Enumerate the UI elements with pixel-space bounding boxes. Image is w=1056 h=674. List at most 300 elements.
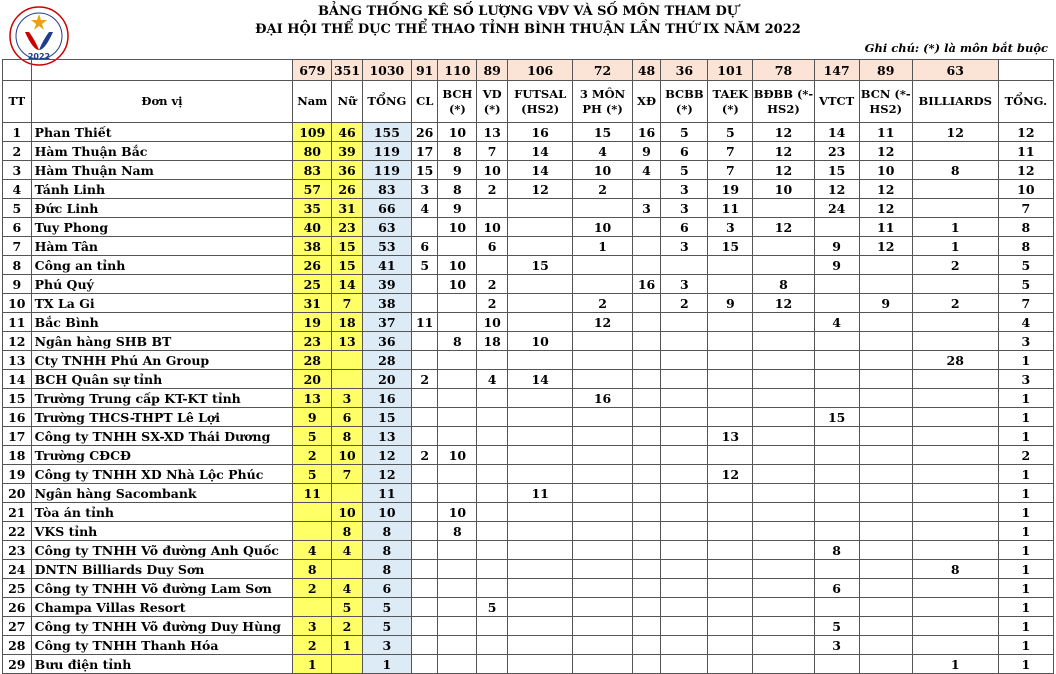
value-cell <box>477 427 508 446</box>
value-cell <box>859 503 912 522</box>
value-cell <box>438 617 477 636</box>
table-row <box>3 370 1054 389</box>
value-cell <box>859 408 912 427</box>
row-index: 19 <box>3 465 32 484</box>
value-cell <box>708 256 753 275</box>
value-cell: 10 <box>998 180 1053 199</box>
value-cell: 2 <box>293 446 332 465</box>
value-cell: 8 <box>332 427 363 446</box>
value-cell: 12 <box>998 123 1053 142</box>
value-cell: 57 <box>293 180 332 199</box>
value-cell: 1 <box>998 408 1053 427</box>
value-cell <box>753 389 814 408</box>
value-cell <box>477 522 508 541</box>
value-cell: 39 <box>332 142 363 161</box>
value-cell <box>573 503 632 522</box>
value-cell: 7 <box>332 465 363 484</box>
value-cell: 26 <box>411 123 438 142</box>
unit-name: Công ty TNHH XD Nhà Lộc Phúc <box>31 465 293 484</box>
value-cell: 38 <box>362 294 411 313</box>
value-cell <box>411 522 438 541</box>
row-index: 3 <box>3 161 32 180</box>
total-cell: 1030 <box>362 60 411 81</box>
value-cell: 4 <box>332 579 363 598</box>
value-cell <box>632 389 661 408</box>
value-cell <box>573 617 632 636</box>
value-cell <box>632 294 661 313</box>
total-cell: 89 <box>859 60 912 81</box>
value-cell: 23 <box>293 332 332 351</box>
value-cell: 3 <box>661 275 708 294</box>
value-cell <box>708 313 753 332</box>
row-index: 4 <box>3 180 32 199</box>
value-cell: 83 <box>362 180 411 199</box>
total-cell: 679 <box>293 60 332 81</box>
value-cell: 2 <box>477 294 508 313</box>
table-row <box>3 218 1054 237</box>
row-index: 28 <box>3 636 32 655</box>
value-cell: 16 <box>573 389 632 408</box>
column-header: CL <box>411 81 438 123</box>
value-cell <box>859 370 912 389</box>
value-cell: 5 <box>998 256 1053 275</box>
row-index: 10 <box>3 294 32 313</box>
unit-name: DNTN Billiards Duy Sơn <box>31 560 293 579</box>
row-index: 29 <box>3 655 32 674</box>
unit-name: BCH Quân sự tỉnh <box>31 370 293 389</box>
value-cell: 14 <box>814 123 859 142</box>
value-cell: 119 <box>362 161 411 180</box>
value-cell: 10 <box>438 446 477 465</box>
value-cell: 1 <box>293 655 332 674</box>
value-cell <box>859 446 912 465</box>
value-cell: 4 <box>332 541 363 560</box>
value-cell <box>814 484 859 503</box>
total-cell: 89 <box>477 60 508 81</box>
value-cell <box>859 541 912 560</box>
row-index: 12 <box>3 332 32 351</box>
value-cell <box>507 408 572 427</box>
value-cell: 15 <box>573 123 632 142</box>
value-cell <box>661 617 708 636</box>
value-cell: 26 <box>332 180 363 199</box>
unit-name: Phan Thiết <box>31 123 293 142</box>
value-cell <box>573 408 632 427</box>
value-cell <box>573 275 632 294</box>
table-row <box>3 351 1054 370</box>
value-cell <box>477 636 508 655</box>
value-cell: 5 <box>661 123 708 142</box>
value-cell <box>661 579 708 598</box>
value-cell: 16 <box>632 123 661 142</box>
value-cell <box>708 408 753 427</box>
unit-name: Công an tỉnh <box>31 256 293 275</box>
column-header: FUTSAL (HS2) <box>507 81 572 123</box>
value-cell <box>477 256 508 275</box>
value-cell: 3 <box>708 218 753 237</box>
value-cell <box>753 351 814 370</box>
value-cell: 8 <box>814 541 859 560</box>
value-cell <box>632 256 661 275</box>
value-cell <box>477 503 508 522</box>
value-cell: 3 <box>814 636 859 655</box>
value-cell <box>912 598 998 617</box>
value-cell <box>411 617 438 636</box>
value-cell <box>438 351 477 370</box>
value-cell <box>708 617 753 636</box>
value-cell <box>507 579 572 598</box>
value-cell <box>632 465 661 484</box>
value-cell <box>708 560 753 579</box>
table-row <box>3 332 1054 351</box>
value-cell <box>912 465 998 484</box>
row-index: 14 <box>3 370 32 389</box>
value-cell <box>438 560 477 579</box>
value-cell: 1 <box>998 427 1053 446</box>
value-cell <box>477 579 508 598</box>
value-cell: 12 <box>912 123 998 142</box>
value-cell <box>912 446 998 465</box>
value-cell: 5 <box>477 598 508 617</box>
value-cell <box>632 560 661 579</box>
value-cell <box>661 446 708 465</box>
table-row <box>3 484 1054 503</box>
table-row <box>3 256 1054 275</box>
value-cell: 1 <box>998 617 1053 636</box>
value-cell <box>438 427 477 446</box>
value-cell <box>632 332 661 351</box>
empty-cell <box>31 60 293 81</box>
value-cell: 10 <box>332 503 363 522</box>
value-cell: 10 <box>859 161 912 180</box>
value-cell <box>753 503 814 522</box>
value-cell <box>507 313 572 332</box>
value-cell <box>661 560 708 579</box>
value-cell: 11 <box>507 484 572 503</box>
value-cell <box>753 313 814 332</box>
table-row <box>3 313 1054 332</box>
value-cell <box>912 503 998 522</box>
unit-name: Hàm Tân <box>31 237 293 256</box>
value-cell: 19 <box>708 180 753 199</box>
value-cell <box>332 560 363 579</box>
column-header: BILLIARDS <box>912 81 998 123</box>
value-cell: 6 <box>661 142 708 161</box>
value-cell <box>708 636 753 655</box>
unit-name: TX La Gi <box>31 294 293 313</box>
value-cell <box>753 617 814 636</box>
value-cell: 15 <box>708 237 753 256</box>
value-cell <box>753 598 814 617</box>
unit-name: Đức Linh <box>31 199 293 218</box>
value-cell <box>859 351 912 370</box>
value-cell <box>753 237 814 256</box>
table-row <box>3 636 1054 655</box>
value-cell <box>632 370 661 389</box>
value-cell <box>573 579 632 598</box>
value-cell: 12 <box>998 161 1053 180</box>
value-cell <box>912 408 998 427</box>
value-cell: 2 <box>573 180 632 199</box>
value-cell <box>507 503 572 522</box>
value-cell <box>912 199 998 218</box>
row-index: 26 <box>3 598 32 617</box>
value-cell <box>507 446 572 465</box>
total-cell: 48 <box>632 60 661 81</box>
value-cell <box>507 522 572 541</box>
value-cell <box>814 332 859 351</box>
value-cell <box>859 427 912 446</box>
value-cell <box>507 617 572 636</box>
value-cell: 28 <box>362 351 411 370</box>
value-cell: 31 <box>293 294 332 313</box>
table-row <box>3 161 1054 180</box>
value-cell: 1 <box>998 636 1053 655</box>
value-cell: 3 <box>411 180 438 199</box>
value-cell <box>859 560 912 579</box>
unit-name: Trường THCS-THPT Lê Lợi <box>31 408 293 427</box>
unit-name: Trường CĐCĐ <box>31 446 293 465</box>
value-cell: 7 <box>998 199 1053 218</box>
value-cell <box>411 465 438 484</box>
value-cell: 9 <box>814 256 859 275</box>
table-row <box>3 180 1054 199</box>
table-row <box>3 522 1054 541</box>
value-cell: 7 <box>708 142 753 161</box>
value-cell <box>859 256 912 275</box>
column-header: TỔNG <box>362 81 411 123</box>
value-cell <box>632 617 661 636</box>
value-cell: 12 <box>573 313 632 332</box>
value-cell: 8 <box>332 522 363 541</box>
value-cell <box>507 389 572 408</box>
value-cell <box>912 275 998 294</box>
value-cell <box>477 541 508 560</box>
value-cell <box>632 598 661 617</box>
row-index: 22 <box>3 522 32 541</box>
value-cell <box>708 522 753 541</box>
value-cell: 9 <box>438 161 477 180</box>
value-cell: 10 <box>438 218 477 237</box>
unit-name: Trường Trung cấp KT-KT tỉnh <box>31 389 293 408</box>
value-cell: 109 <box>293 123 332 142</box>
value-cell: 10 <box>438 503 477 522</box>
total-cell: 110 <box>438 60 477 81</box>
value-cell: 9 <box>438 199 477 218</box>
total-cell: 36 <box>661 60 708 81</box>
unit-name: Hàm Thuận Nam <box>31 161 293 180</box>
value-cell <box>293 522 332 541</box>
value-cell: 53 <box>362 237 411 256</box>
row-index: 18 <box>3 446 32 465</box>
value-cell <box>912 522 998 541</box>
value-cell <box>753 199 814 218</box>
value-cell <box>753 560 814 579</box>
value-cell <box>753 370 814 389</box>
value-cell: 7 <box>477 142 508 161</box>
empty-cell <box>3 60 32 81</box>
value-cell <box>411 351 438 370</box>
column-header: BĐBB (*-HS2) <box>753 81 814 123</box>
value-cell <box>814 560 859 579</box>
value-cell <box>661 427 708 446</box>
value-cell <box>332 484 363 503</box>
value-cell: 5 <box>814 617 859 636</box>
value-cell: 11 <box>859 123 912 142</box>
column-header: BCH (*) <box>438 81 477 123</box>
value-cell <box>411 541 438 560</box>
value-cell <box>573 636 632 655</box>
value-cell <box>814 446 859 465</box>
value-cell <box>477 617 508 636</box>
value-cell <box>708 579 753 598</box>
table-row <box>3 408 1054 427</box>
value-cell <box>477 484 508 503</box>
value-cell <box>477 389 508 408</box>
value-cell <box>573 351 632 370</box>
unit-name: VKS tỉnh <box>31 522 293 541</box>
value-cell <box>661 465 708 484</box>
value-cell: 14 <box>507 370 572 389</box>
value-cell <box>661 370 708 389</box>
value-cell: 12 <box>859 199 912 218</box>
value-cell <box>507 237 572 256</box>
value-cell: 2 <box>998 446 1053 465</box>
value-cell: 10 <box>477 218 508 237</box>
row-index: 17 <box>3 427 32 446</box>
value-cell <box>438 408 477 427</box>
value-cell <box>438 636 477 655</box>
value-cell: 12 <box>753 161 814 180</box>
value-cell: 4 <box>477 370 508 389</box>
value-cell: 83 <box>293 161 332 180</box>
table-row <box>3 427 1054 446</box>
note-text: Ghi chú: (*) là môn bắt buộc <box>864 41 1048 55</box>
value-cell: 1 <box>998 579 1053 598</box>
value-cell <box>573 484 632 503</box>
value-cell: 12 <box>814 180 859 199</box>
value-cell: 15 <box>814 161 859 180</box>
value-cell: 3 <box>661 180 708 199</box>
value-cell <box>411 427 438 446</box>
value-cell: 20 <box>293 370 332 389</box>
value-cell: 26 <box>293 256 332 275</box>
table-row <box>3 560 1054 579</box>
table-row <box>3 541 1054 560</box>
value-cell: 3 <box>661 199 708 218</box>
value-cell: 1 <box>998 560 1053 579</box>
unit-name: Tuy Phong <box>31 218 293 237</box>
value-cell <box>411 579 438 598</box>
value-cell <box>814 370 859 389</box>
total-cell: 72 <box>573 60 632 81</box>
value-cell <box>632 484 661 503</box>
value-cell: 80 <box>293 142 332 161</box>
value-cell: 17 <box>411 142 438 161</box>
value-cell: 6 <box>362 579 411 598</box>
value-cell: 5 <box>362 598 411 617</box>
value-cell <box>912 541 998 560</box>
value-cell: 10 <box>477 161 508 180</box>
value-cell: 2 <box>661 294 708 313</box>
value-cell: 41 <box>362 256 411 275</box>
table-row <box>3 446 1054 465</box>
value-cell <box>661 522 708 541</box>
value-cell <box>753 522 814 541</box>
value-cell <box>753 636 814 655</box>
value-cell <box>708 370 753 389</box>
row-index: 24 <box>3 560 32 579</box>
value-cell: 1 <box>912 218 998 237</box>
value-cell <box>411 218 438 237</box>
value-cell: 14 <box>332 275 363 294</box>
value-cell <box>859 579 912 598</box>
value-cell: 12 <box>753 142 814 161</box>
unit-name: Ngân hàng Sacombank <box>31 484 293 503</box>
value-cell: 4 <box>998 313 1053 332</box>
table-row <box>3 142 1054 161</box>
value-cell <box>507 218 572 237</box>
total-cell: 147 <box>814 60 859 81</box>
value-cell: 3 <box>362 636 411 655</box>
row-index: 11 <box>3 313 32 332</box>
value-cell: 3 <box>293 617 332 636</box>
total-cell: 78 <box>753 60 814 81</box>
value-cell: 5 <box>411 256 438 275</box>
value-cell: 16 <box>362 389 411 408</box>
value-cell <box>859 484 912 503</box>
value-cell: 8 <box>362 560 411 579</box>
value-cell <box>411 294 438 313</box>
value-cell: 12 <box>507 180 572 199</box>
value-cell <box>477 465 508 484</box>
value-cell: 38 <box>293 237 332 256</box>
value-cell: 11 <box>859 218 912 237</box>
value-cell: 9 <box>293 408 332 427</box>
value-cell <box>573 370 632 389</box>
value-cell: 14 <box>507 142 572 161</box>
table-row <box>3 199 1054 218</box>
value-cell <box>753 427 814 446</box>
statistics-table <box>2 59 1054 674</box>
value-cell: 1 <box>912 237 998 256</box>
value-cell: 10 <box>507 332 572 351</box>
value-cell <box>632 503 661 522</box>
value-cell: 5 <box>362 617 411 636</box>
row-index: 21 <box>3 503 32 522</box>
value-cell: 10 <box>362 503 411 522</box>
unit-name: Champa Villas Resort <box>31 598 293 617</box>
value-cell <box>632 408 661 427</box>
value-cell: 14 <box>507 161 572 180</box>
value-cell: 25 <box>293 275 332 294</box>
value-cell <box>708 503 753 522</box>
value-cell <box>859 617 912 636</box>
value-cell <box>411 503 438 522</box>
value-cell <box>814 598 859 617</box>
value-cell <box>411 275 438 294</box>
value-cell <box>573 465 632 484</box>
value-cell <box>912 180 998 199</box>
row-index: 13 <box>3 351 32 370</box>
value-cell: 1 <box>998 465 1053 484</box>
value-cell: 5 <box>998 275 1053 294</box>
row-index: 1 <box>3 123 32 142</box>
logo-year: 2022 <box>27 52 51 61</box>
row-index: 25 <box>3 579 32 598</box>
value-cell: 63 <box>362 218 411 237</box>
value-cell: 4 <box>411 199 438 218</box>
